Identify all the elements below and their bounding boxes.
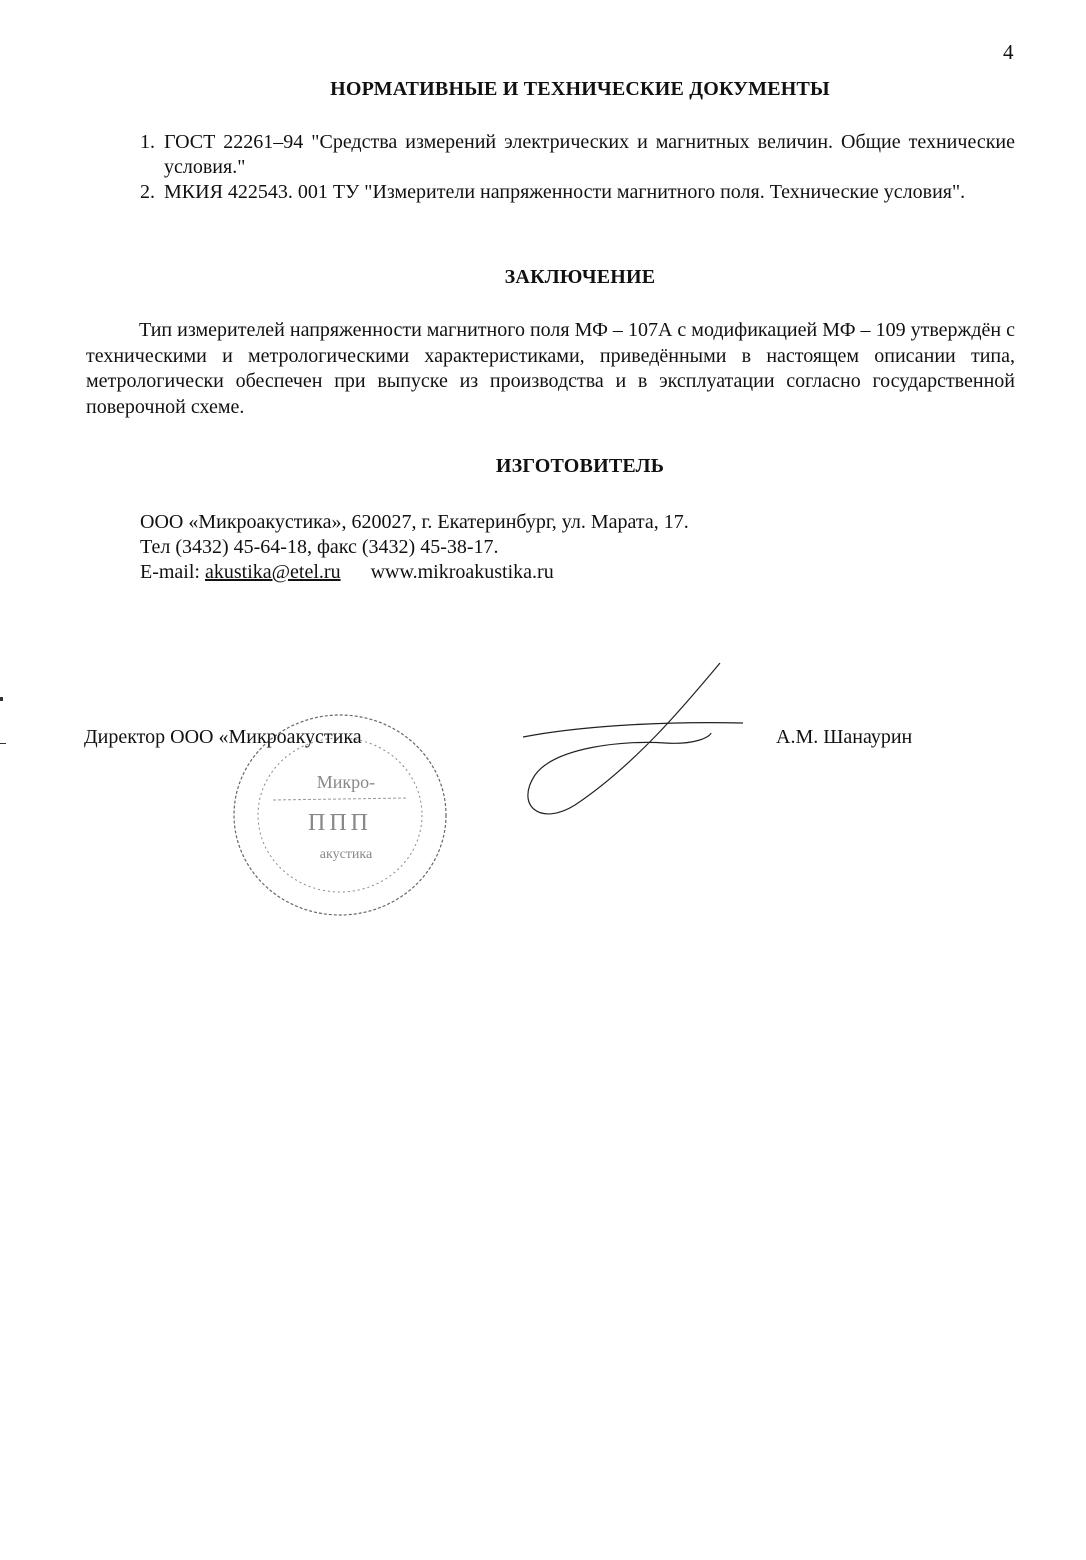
signatory-name: А.М. Шанаурин <box>776 726 913 748</box>
signatory-title: Директор ООО «Микроакустика <box>84 726 362 748</box>
scan-margin-mark <box>0 697 3 701</box>
list-item-text: ГОСТ 22261–94 "Средства измерений электрических и магнитных величин. Общие технические условия." <box>164 131 1015 178</box>
email-label: E-mail: <box>140 561 205 583</box>
list-item-text: МКИЯ 422543. 001 ТУ "Измерители напряженности магнитного поля. Технические условия". <box>164 181 966 203</box>
manufacturer-address: ООО «Микроакустика», 620027, г. Екатеринбург, ул. Марата, 17. <box>140 511 689 533</box>
heading-manufacturer: ИЗГОТОВИТЕЛЬ <box>495 455 665 477</box>
list-item-number: 1. <box>140 131 155 153</box>
list-item <box>140 180 1015 205</box>
manufacturer-online <box>140 560 689 585</box>
heading-normative-documents: НОРМАТИВНЫЕ И ТЕХНИЧЕСКИЕ ДОКУМЕНТЫ <box>330 78 830 100</box>
manufacturer-contacts <box>140 510 689 585</box>
list-item-number: 2. <box>140 181 155 203</box>
svg-text:акустика: акустика <box>319 847 373 862</box>
conclusion-paragraph: Тип измерителей напряженности магнитного поля МФ – 107А с модификацией МФ – 109 утверждён с техническими и метрологическими характеристиками, приведёнными в настоящем описании типа, метрологически обеспечен при выпуске из производства и в эксплуатации согласно государственной поверочной схеме. <box>86 319 1015 418</box>
normative-documents-list <box>140 130 1015 205</box>
website-text: www.mikroakustika.ru <box>370 561 554 583</box>
list-item <box>140 130 1015 180</box>
signature <box>515 655 755 825</box>
svg-text:Микро-: Микро- <box>316 772 376 792</box>
page-number: 4 <box>1003 40 1014 64</box>
manufacturer-phone: Тел (3432) 45-64-18, факс (3432) 45-38-17. <box>140 536 499 558</box>
heading-conclusion: ЗАКЛЮЧЕНИЕ <box>504 266 656 288</box>
email-link[interactable]: akustika@etel.ru <box>204 561 341 583</box>
scan-margin-mark <box>0 743 6 744</box>
svg-text:ППП: ППП <box>308 810 372 836</box>
